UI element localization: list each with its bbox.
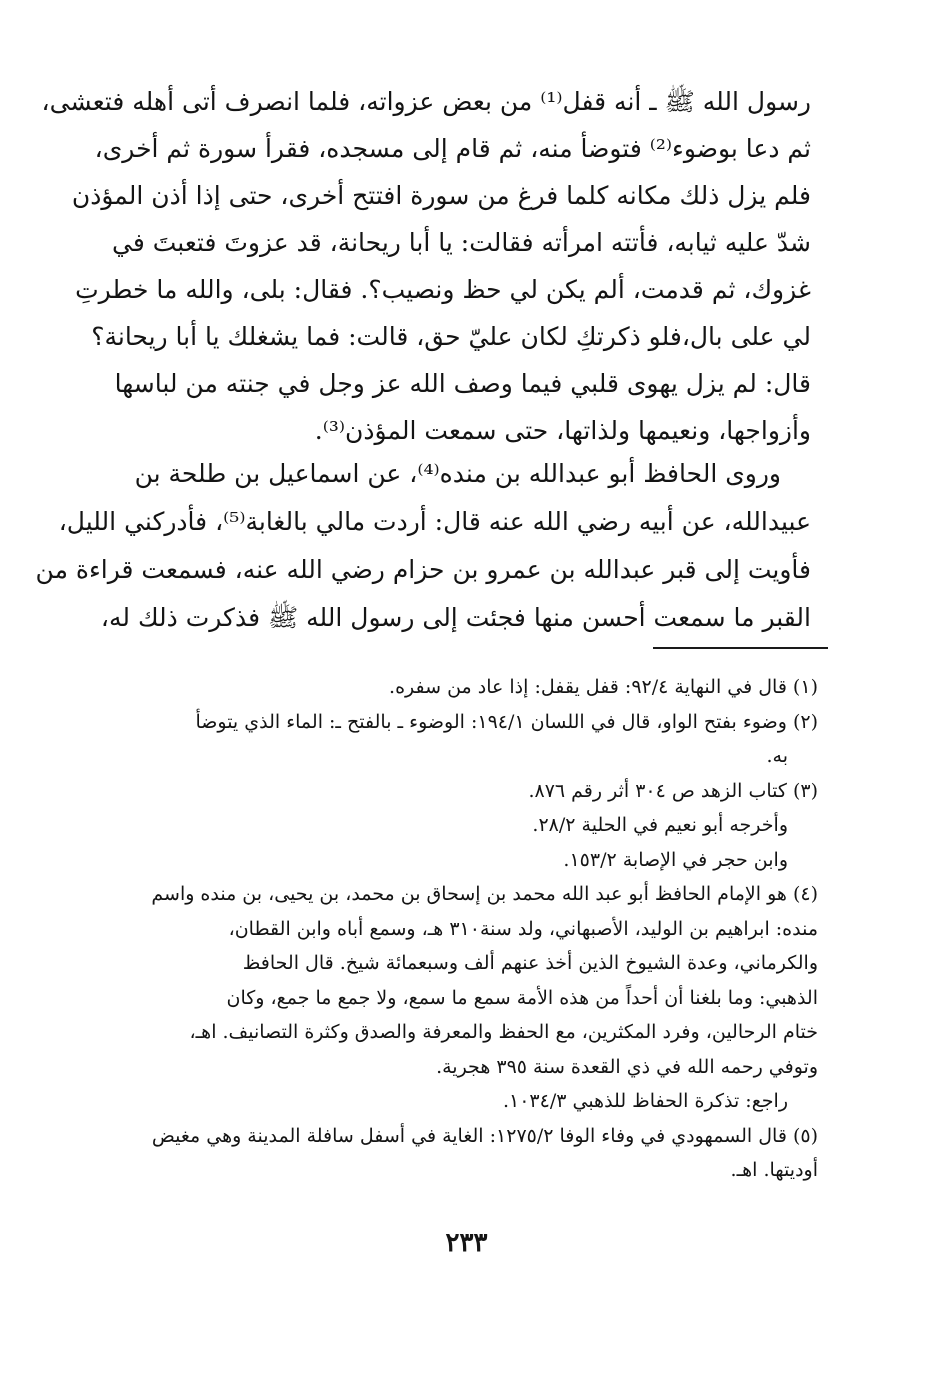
footnote-line: وأخرجه أبو نعيم في الحلية ٢٨/٢. xyxy=(532,814,788,836)
footnote-line: (٥) قال السمهودي في وفاء الوفا ١٢٧٥/٢: الغاية في أسفل سافلة المدينة وهي مغيض xyxy=(151,1124,818,1147)
footnote-3 xyxy=(128,774,818,878)
footnote-line: وتوفي رحمه الله في ذي القعدة سنة ٣٩٥ هجرية. xyxy=(436,1055,818,1078)
text-line: القبر ما سمعت أحسن منها فجئت إلى رسول الله ﷺ فذكرت ذلك له، xyxy=(100,603,811,632)
text-line: لي على بال،فلو ذكرتكِ لكان عليّ حق، قالت: فما يشغلك يا أبا ريحانة؟ xyxy=(91,322,811,351)
footnote-line: (٤) هو الإمام الحافظ أبو عبد الله محمد بن إسحاق بن محمد، بن يحيى، بن منده واسم xyxy=(151,883,818,905)
text-line: فلم يزل ذلك مكانه كلما فرغ من سورة افتتح أخرى، حتى إذا أذن المؤذن xyxy=(71,181,811,210)
page-number: ٢٣٣ xyxy=(445,1228,488,1258)
footnote-line: (٣) كتاب الزهد ص ٣٠٤ أثر رقم ٨٧٦. xyxy=(528,779,818,802)
text-line: وأزواجها، ونعيمها ولذاتها، حتى سمعت المؤذن⁽³⁾. xyxy=(314,416,811,445)
footnote-separator xyxy=(653,647,828,649)
footnote-line: به. xyxy=(766,745,788,767)
footnote-4 xyxy=(128,877,818,1119)
text-line: غزوك، ثم قدمت، ألم يكن لي حظ ونصيب؟. فقال: بلى، والله ما خطرتِ xyxy=(75,275,811,304)
footnote-line: والكرماني، وعدة الشيوخ الذين أخذ عنهم ألف وسبعمائة شيخ. قال الحافظ xyxy=(242,952,818,974)
footnote-5 xyxy=(128,1119,818,1188)
footnote-1 xyxy=(128,670,818,705)
text-line: وروى الحافظ أبو عبدالله بن منده⁽⁴⁾، عن اسماعيل بن طلحة بن xyxy=(134,459,781,488)
main-paragraph-2 xyxy=(35,450,811,642)
footnote-line: وابن حجر في الإصابة ١٥٣/٢. xyxy=(563,848,788,871)
footnote-line: أوديتها. اهـ. xyxy=(730,1159,818,1181)
footnote-line: راجع: تذكرة الحفاظ للذهبي ١٠٣٤/٣. xyxy=(502,1090,788,1112)
footnote-line: منده: ابراهيم بن الوليد، الأصبهاني، ولد سنة٣١٠ هـ، وسمع أباه وابن القطان، xyxy=(228,917,818,940)
text-line: رسول الله ﷺ ـ أنه قفل⁽¹⁾ من بعض عزواته، فلما انصرف أتى أهله فتعشى، xyxy=(41,87,811,116)
footnote-line: ختام الرحالين، وفرد المكثرين، مع الحفظ والمعرفة والصدق وكثرة التصانيف. اهـ، xyxy=(189,1021,818,1043)
text-line: ثم دعا بوضوء⁽²⁾ فتوضأ منه، ثم قام إلى مسجده، فقرأ سورة ثم أخرى، xyxy=(94,134,811,163)
footnote-line: الذهبي: وما بلغنا أن أحداً من هذه الأمة سمع ما سمع، ولا جمع ما جمع، وكان xyxy=(226,986,818,1009)
text-line: فأويت إلى قبر عبدالله بن عمرو بن حزام رضي الله عنه، فسمعت قراءة من xyxy=(35,555,811,584)
text-line: عبيدالله، عن أبيه رضي الله عنه قال: أردت مالي بالغابة⁽⁵⁾، فأدركني الليل، xyxy=(58,507,811,536)
text-line: شدّ عليه ثيابه، فأتته امرأته فقالت: يا أبا ريحانة، قد عزوتَ فتعبتَ في xyxy=(112,228,811,257)
footnote-2 xyxy=(128,705,818,774)
footnote-line: (٢) وضوء بفتح الواو، قال في اللسان ١٩٤/١: الوضوء ـ بالفتح ـ: الماء الذي يتوضأ xyxy=(195,710,818,733)
main-paragraph-1 xyxy=(41,78,811,454)
footnote-line: (١) قال في النهاية ٩٢/٤: قفل يقفل: إذا عاد من سفره. xyxy=(389,676,818,698)
footnotes xyxy=(128,670,818,1188)
text-line: قال: لم يزل يهوى قلبي فيما وصف الله عز وجل في جنته من لباسها xyxy=(114,369,811,398)
